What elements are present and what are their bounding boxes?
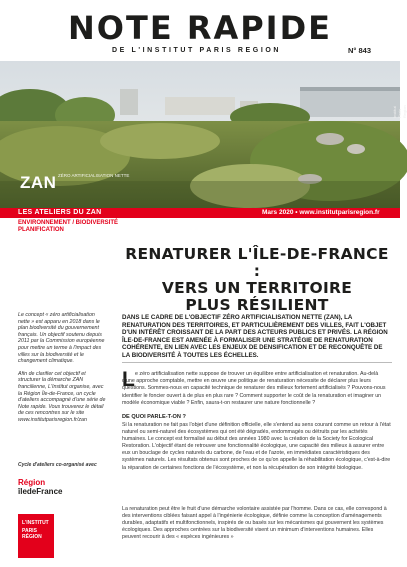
sidebar-intro: [18, 312, 108, 430]
headline-line: VERS UN TERRITOIRE: [161, 279, 353, 297]
logo-line: RÉGION: [22, 534, 42, 540]
photo-credit: Institut Paris Region: [392, 105, 407, 118]
drop-cap: L: [122, 368, 135, 391]
publication-title: NOTE RAPIDE: [68, 9, 332, 47]
landscape-illustration: [0, 61, 400, 208]
body-paragraph: La renaturation peut être le fruit d'une démarche volontaire assistée par l'homme. Dans ce cas, elle correspond à des interventions ciblées faisant appel à l'ingénierie écologique, définie comme la conception d'aménagements durables, adaptatifs et multifonctionnels, inspirés de ou basés sur les mécanismes qui gouvernent les systèmes écologiques. Des approches centrées sur la biodiversité visent un minimum d'interventions humaines. Elles peuvent recourir à des « espèces ingénieures »: [122, 506, 387, 541]
series-detail: ZÉRO ARTIFICIALISATION NETTE: [58, 173, 130, 178]
sidebar-paragraph: Afin de clarifier cet objectif et structurer la démarche ZAN francilienne, L'Institut organise, avec la Région Île-de-France, un cycle d'ateliers accompagné d'une série de Note rapide. Vous trouverez le détail de ces rencontres sur le site www.institutparisregion.fr/zan: [18, 370, 106, 423]
section-heading: DE QUOI PARLE-T-ON ?: [122, 414, 186, 420]
keywords: [18, 220, 118, 234]
sidebar-paragraph: Le concept « zéro artificialisation nette » est apparu en 2018 dans le plan biodiversité du gouvernement français. Un objectif soutenu depuis 2011 par la Commission européenne pour mettre un terme à l'impact des villes sur la biodiversité et le changement climatique.: [18, 312, 105, 365]
cycle-credit: Cycle d'ateliers co-organisé avec: [18, 462, 97, 468]
region-logo: [18, 477, 64, 497]
logo-line: PARIS: [22, 528, 37, 534]
headline-line: RENATURER L'ÎLE-DE-FRANCE :: [125, 245, 389, 280]
publication-subtitle: DE L'INSTITUT PARIS REGION: [112, 47, 282, 54]
svg-text:îledeFrance: îledeFrance: [18, 487, 63, 496]
svg-text:Région: Région: [18, 478, 46, 487]
region-logo-mark: [18, 477, 64, 497]
logo-line: L'INSTITUT: [22, 520, 49, 526]
article-headline: [122, 246, 392, 314]
divider: [122, 362, 392, 363]
headline-line: PLUS RÉSILIENT: [185, 296, 329, 314]
keyword: PLANIFICATION: [18, 227, 64, 233]
keyword: ENVIRONNEMENT / BIODIVERSITÉ: [18, 220, 119, 226]
issue-number: N° 843: [348, 46, 372, 55]
body-paragraph: Si la renaturation ne fait pas l'objet d'une définition officielle, elle s'entend au sens courant comme un retour à l'état naturel ou semi-naturel des écosystèmes qui ont été dégradés, endommagés ou détruits par les activités humaines. Le concept est formalisé au début des années 1980 avec la création de la Society for Ecological Restoration. L'objectif étant de retrouver une fonctionnalité écologique, une capacité des milieux à assurer entre eux un bouclage de cycles naturels du carbone, de l'eau et de l'azote, en immédiates caractéristiques des systèmes naturels. Les résultats obtenus sont proches de ce qu'on appelle la réhabilitation écologique, c'est-à-dire la réparation de certaines fonctions de l'écosystème, et non la récupération de son intégrité biologique.: [122, 422, 391, 471]
cover-photo: [0, 61, 400, 208]
series-label: ZAN: [20, 173, 57, 192]
institute-logo: [18, 514, 54, 558]
date-website: Mars 2020 • www.institutparisregion.fr: [262, 209, 380, 216]
lead-paragraph: DANS LE CADRE DE L'OBJECTIF ZÉRO ARTIFICIALISATION NETTE (ZAN), LA RENATURATION DES TERRITOIRES, ET PARTICULIÈREMENT DES VILLES, FAIT L'OBJET D'UN INTÉRÊT CROISSANT DE LA PART DES ACTEURS PUBLICS ET PRIVÉS. LA RÉGION ÎLE-DE-FRANCE EST AMENÉE À FORMALISER UNE STRATÉGIE DE RENATURATION COHÉRENTE, EN LIEN AVEC LES ENJEUX DE DENSIFICATION ET DE RECONQUÊTE DE LA BIODIVERSITÉ À TOUTES LES ÉCHELLES.: [122, 314, 388, 359]
body-paragraph: e zéro artificialisation nette suppose de trouver un équilibre entre artificialisation et renaturation. Au-delà d'une approche comptable, mettre en œuvre une politique de renaturation nécessite de déclarer plus leurs questions. Sommes-nous en capacité technique de renaturer des milieux fortement artificialisés ? Pouvons-nous identifier le foncier ouvert à de plus en plus rare ? Comment supporter le coût de la renaturation et imaginer un modèle économique viable ? Enfin, saura-t-on restaurer une nature fonctionnelle ?: [122, 371, 386, 406]
band-label: LES ATELIERS DU ZAN: [18, 209, 102, 216]
